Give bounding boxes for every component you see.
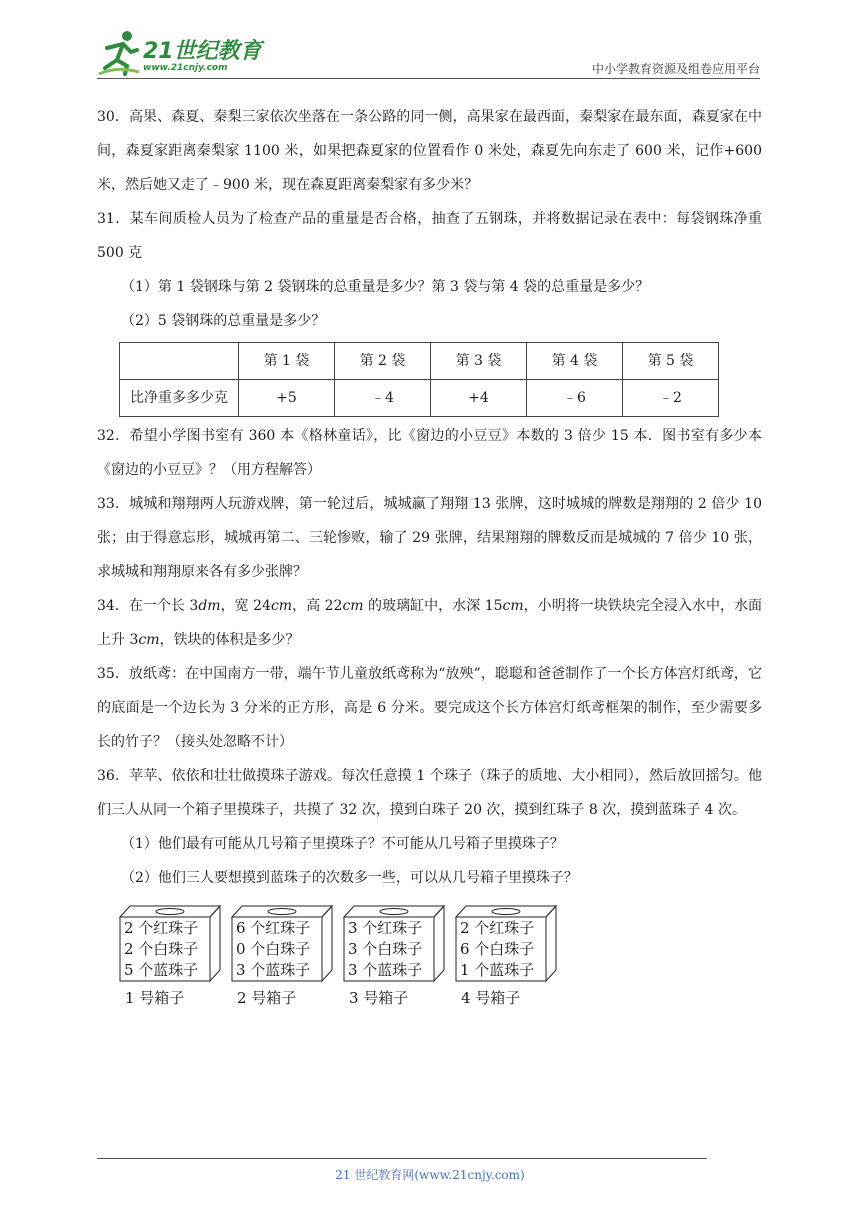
bead-box-4 xyxy=(453,903,563,1013)
box-label: 4 号箱子 xyxy=(461,989,521,1007)
footer-link[interactable]: 21 世纪教育网(www.21cnjy.com) xyxy=(335,1168,525,1182)
box-blue-count: 3 个蓝珠子 xyxy=(236,961,311,979)
table-cell: ﹣2 xyxy=(623,380,719,417)
table-header-cell: 第 3 袋 xyxy=(431,343,527,380)
table-header-cell: 第 1 袋 xyxy=(239,343,335,380)
bead-box-2 xyxy=(229,903,339,1013)
table-header-cell: 第 5 袋 xyxy=(623,343,719,380)
table-cell: ﹣4 xyxy=(335,380,431,417)
box-red-count: 2 个红珠子 xyxy=(460,919,535,937)
table-cell: +5 xyxy=(239,380,335,417)
logo-url: www.21cnjy.com xyxy=(143,63,228,73)
box-white-count: 2 个白珠子 xyxy=(124,940,199,958)
weight-table xyxy=(119,342,719,417)
table-row xyxy=(120,380,719,417)
runner-icon xyxy=(97,30,141,76)
bead-box-1 xyxy=(117,903,227,1013)
box-blue-count: 5 个蓝珠子 xyxy=(124,961,199,979)
question-31-part-2: （2）5 袋钢珠的总重量是多少？ xyxy=(121,313,326,329)
header-divider xyxy=(97,78,760,79)
question-34: 34．在一个长 3dm，宽 24cm，高 22cm 的玻璃缸中，水深 15cm，小明将一块铁块完全浸入水中，水面上升 3cm，铁块的体积是多少？ xyxy=(97,598,763,648)
question-33: 33．城城和翔翔两人玩游戏牌，第一轮过后，城城赢了翔翔 13 张牌，这时城城的牌数是翔翔的 2 倍少 10 张；由于得意忘形，城城再第二、三轮惨败，输了 29 张牌，结果翔翔的牌数反而是城城的 7 倍少 10 张，求城城和翔翔原来各有多少张牌？ xyxy=(97,496,762,580)
box-red-count: 2 个红珠子 xyxy=(124,919,199,937)
box-blue-count: 1 个蓝珠子 xyxy=(460,961,535,979)
question-35: 35．放纸鸢：在中国南方一带，端午节儿童放纸鸢称为“放殃”，聪聪和爸爸制作了一个长方体宫灯纸鸢，它的底面是一个边长为 3 分米的正方形，高是 6 分米。要完成这个长方体宫灯纸鸢框架的制作，至少需要多长的竹子？（接头处忽略不计） xyxy=(97,666,762,750)
logo xyxy=(97,30,267,80)
table-header-cell: 第 4 袋 xyxy=(527,343,623,380)
question-30: 30．高果、森夏、秦梨三家依次坐落在一条公路的同一侧，高果家在最西面，秦梨家在最东面，森夏家在中间，森夏家距离秦梨家 1100 米，如果把森夏家的位置看作 0 米处，森夏先向东走了 600 米，记作+600 米，然后她又走了﹣900 米，现在森夏距离秦梨家有多少米？ xyxy=(97,109,762,193)
question-list xyxy=(97,100,762,1013)
table-cell: ﹣6 xyxy=(527,380,623,417)
table-header-row xyxy=(120,343,719,380)
bead-boxes xyxy=(97,903,762,1013)
bead-box-3 xyxy=(341,903,451,1013)
footer-divider xyxy=(97,1158,707,1159)
question-36-part-1: （1）他们最有可能从几号箱子里摸珠子？不可能从几号箱子里摸珠子？ xyxy=(121,836,564,852)
box-blue-count: 3 个蓝珠子 xyxy=(348,961,423,979)
box-label: 2 号箱子 xyxy=(237,989,297,1007)
table-row-label: 比净重多多少克 xyxy=(120,380,239,417)
question-31: 31．某车间质检人员为了检查产品的重量是否合格，抽查了五钢珠，并将数据记录在表中：每袋钢珠净重 500 克 xyxy=(97,211,762,261)
platform-name: 中小学教育资源及组卷应用平台 xyxy=(591,62,760,76)
page-header xyxy=(97,30,760,82)
question-32: 32．希望小学图书室有 360 本《格林童话》，比《窗边的小豆豆》本数的 3 倍少 15 本．图书室有多少本《窗边的小豆豆》？（用方程解答） xyxy=(97,428,762,478)
question-36: 36．苹苹、依依和壮壮做摸珠子游戏。每次任意摸 1 个珠子（珠子的质地、大小相同），然后放回摇匀。他们三人从同一个箱子里摸珠子，共摸了 32 次，摸到白珠子 20 次，摸到红珠子 8 次，摸到蓝珠子 4 次。 xyxy=(97,768,762,818)
box-white-count: 3 个白珠子 xyxy=(348,940,423,958)
logo-title: 21世纪教育 xyxy=(143,39,262,64)
table-cell: +4 xyxy=(431,380,527,417)
question-36-part-2: （2）他们三人要想摸到蓝珠子的次数多一些，可以从几号箱子里摸珠子？ xyxy=(121,870,578,886)
box-red-count: 6 个红珠子 xyxy=(236,919,311,937)
box-red-count: 3 个红珠子 xyxy=(348,919,423,937)
box-label: 1 号箱子 xyxy=(125,989,185,1007)
box-label: 3 号箱子 xyxy=(349,989,409,1007)
question-31-part-1: （1）第 1 袋钢珠与第 2 袋钢珠的总重量是多少？第 3 袋与第 4 袋的总重量是多少？ xyxy=(121,279,650,295)
box-white-count: 0 个白珠子 xyxy=(236,940,311,958)
table-header-cell: 第 2 袋 xyxy=(335,343,431,380)
table-header-cell xyxy=(120,343,239,380)
box-white-count: 6 个白珠子 xyxy=(460,940,535,958)
